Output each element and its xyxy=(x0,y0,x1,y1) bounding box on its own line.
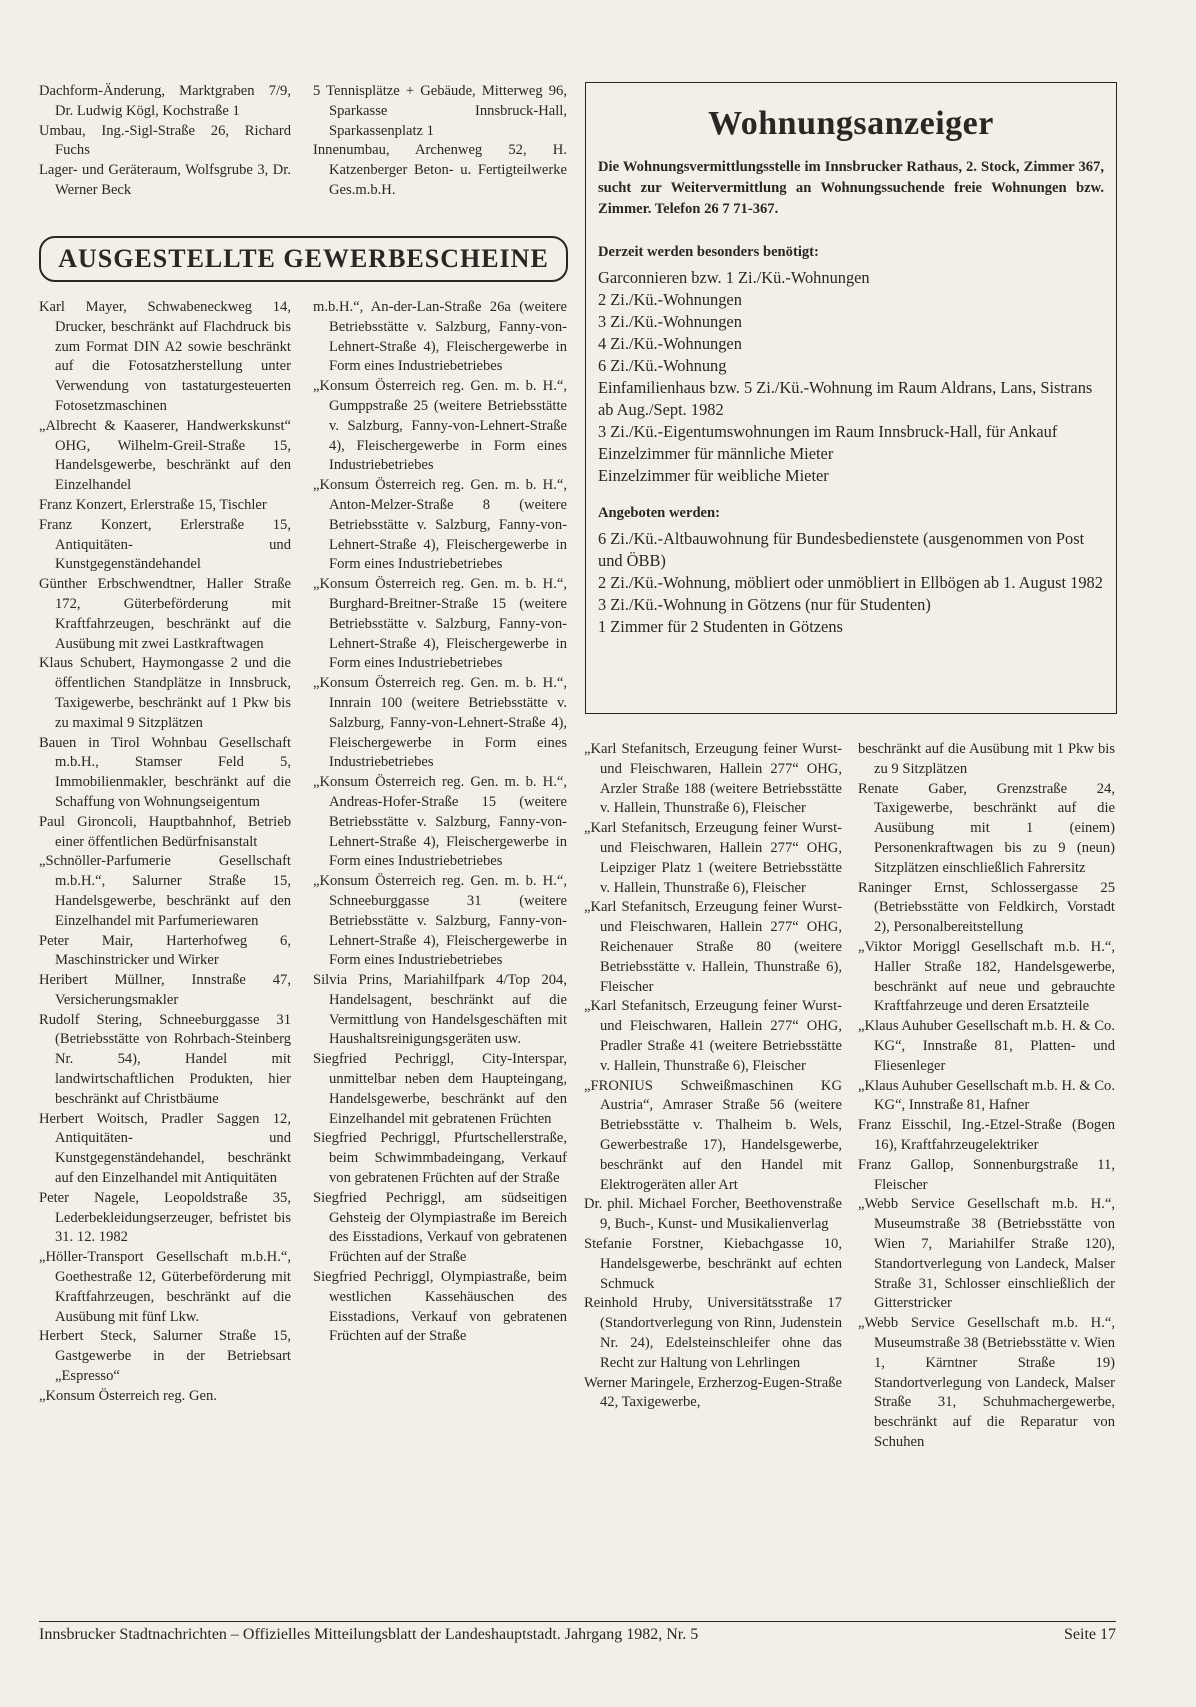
list-entry: Franz Eisschil, Ing.-Etzel-Straße (Bogen 16), Kraftfahrzeugelektriker xyxy=(858,1117,1115,1153)
housing-list-item: 3 Zi./Kü.-Wohnungen xyxy=(598,312,742,331)
list-entry: „Webb Service Gesellschaft m.b. H.“, Museumstraße 38 (Betriebsstätte von Wien 7, Mariahilfer Straße 120), Standortverlegung von Landeck, Malser Straße 31, Schlosser einschließlich der Gitterstricker xyxy=(858,1196,1115,1312)
list-entry: Paul Gironcoli, Hauptbahnhof, Betrieb einer öffentlichen Bedürfnisanstalt xyxy=(39,813,291,850)
list-entry: Franz Konzert, Erlerstraße 15, Antiquitäten- und Kunstgegenständehandel xyxy=(39,516,291,573)
trade-licenses-column-1 xyxy=(39,298,291,1407)
list-entry: „Klaus Auhuber Gesellschaft m.b. H. & Co. KG“, Innstraße 81, Platten- und Fliesenleger xyxy=(858,1018,1115,1074)
list-entry: Renate Gaber, Grenzstraße 24, Taxigewerbe, beschränkt auf die Ausübung mit 1 (einem) Personenkraftwagen bis zu 9 (neun) Sitzplätzen einschließlich Fahrersitz xyxy=(858,780,1115,876)
list-entry: Reinhold Hruby, Universitätsstraße 17 (Standortverlegung von Rinn, Judenstein Nr. 24), Edelsteinschleifer ohne das Recht zur Haltung von Lehrlingen xyxy=(584,1295,842,1371)
housing-list-item: Garconnieren bzw. 1 Zi./Kü.-Wohnungen xyxy=(598,268,870,287)
list-entry: Silvia Prins, Mariahilfpark 4/Top 204, Handelsagent, beschränkt auf die Vermittlung von Handelsgeschäften mit Haushaltsreinigungsgeräten usw. xyxy=(313,972,567,1048)
list-entry: Rudolf Stering, Schneeburggasse 31 (Betriebsstätte von Rohrbach-Steinberg Nr. 54), Handel mit landwirtschaftlichen Produkten, hier beschränkt auf Christbäume xyxy=(39,1011,291,1107)
list-entry: „Konsum Österreich reg. Gen. xyxy=(39,1387,217,1404)
list-entry: Franz Konzert, Erlerstraße 15, Tischler xyxy=(39,496,267,513)
list-entry: m.b.H.“, An-der-Lan-Straße 26a (weitere Betriebsstätte v. Salzburg, Fanny-von-Lehnert-Straße 4), Fleischergewerbe in Form eines Industriebetriebes xyxy=(313,299,567,375)
housing-list-item: 2 Zi./Kü.-Wohnungen xyxy=(598,290,742,309)
list-entry: Günther Erbschwendtner, Haller Straße 172, Güterbeförderung mit Kraftfahrzeugen, beschränkt auf die Ausübung mit zwei Lastkraftwagen xyxy=(39,576,291,652)
list-entry: „Karl Stefanitsch, Erzeugung feiner Wurst- und Fleischwaren, Hallein 277“ OHG, Pradler Straße 41 (weitere Betriebsstätte v. Hallein, Thunstraße 6), Fleischer xyxy=(584,998,842,1074)
list-entry: Dr. phil. Michael Forcher, Beethovenstraße 9, Buch-, Kunst- und Musikalienverlag xyxy=(584,1196,842,1233)
housing-list-item: 1 Zimmer für 2 Studenten in Götzens xyxy=(598,617,843,636)
list-entry: „Höller-Transport Gesellschaft m.b.H.“, Goethestraße 12, Güterbeförderung mit Kraftfahrzeugen, beschränkt auf die Ausübung mit fünf Lkw. xyxy=(39,1249,291,1325)
list-entry: Peter Mair, Harterhofweg 6, Maschinstricker und Wirker xyxy=(39,932,291,969)
trade-licenses-column-2 xyxy=(313,298,567,1347)
list-entry: „Konsum Österreich reg. Gen. m. b. H.“, Anton-Melzer-Straße 8 (weitere Betriebsstätte v. Salzburg, Fanny-von-Lehnert-Straße 4), Fleischergewerbe in Form eines Industriebetriebes xyxy=(313,477,567,573)
page-footer xyxy=(39,1621,1116,1644)
needed-heading: Derzeit werden besonders benötigt: xyxy=(598,244,819,260)
list-entry: „Konsum Österreich reg. Gen. m. b. H.“, Schneeburggasse 31 (weitere Betriebsstätte v. Salzburg, Fanny-von-Lehnert-Straße 4), Fleischergewerbe in Form eines Industriebetriebes xyxy=(313,873,567,969)
list-entry: Lager- und Geräteraum, Wolfsgrube 3, Dr. Werner Beck xyxy=(39,162,291,198)
list-entry: Bauen in Tirol Wohnbau Gesellschaft m.b.H., Stamser Feld 5, Immobilienmakler, beschränkt auf die Schaffung von Wohnungseigentum xyxy=(39,734,291,810)
list-entry: „Viktor Moriggl Gesellschaft m.b. H.“, Haller Straße 182, Handelsgewerbe, beschränkt auf neue und gebrauchte Kraftfahrzeuge und deren Ersatzteile xyxy=(858,938,1115,1015)
list-entry: „Karl Stefanitsch, Erzeugung feiner Wurst- und Fleischwaren, Hallein 277“ OHG, Arzler Straße 188 (weitere Betriebsstätte v. Hallein, Thunstraße 6), Fleischer xyxy=(584,741,842,817)
housing-list-item: 4 Zi./Kü.-Wohnungen xyxy=(598,334,742,353)
list-entry: „Konsum Österreich reg. Gen. m. b. H.“, Andreas-Hofer-Straße 15 (weitere Betriebsstätte v. Salzburg, Fanny-von-Lehnert-Straße 4), Fleischergewerbe in Form eines Industriebetriebes xyxy=(313,774,567,870)
list-entry: „Konsum Österreich reg. Gen. m. b. H.“, Gumppstraße 25 (weitere Betriebsstätte v. Salzburg, Fanny-von-Lehnert-Straße 4), Fleischergewerbe in Form eines Industriebetriebes xyxy=(313,378,567,474)
publication-line: Innsbrucker Stadtnachrichten – Offizielles Mitteilungsblatt der Landeshauptstadt. Jahrgang 1982, Nr. 5 xyxy=(39,1626,699,1643)
offered-heading: Angeboten werden: xyxy=(598,505,721,521)
list-entry: „Schnöller-Parfumerie Gesellschaft m.b.H.“, Salurner Straße 15, Handelsgewerbe, beschränkt auf den Einzelhandel mit Parfumeriewaren xyxy=(39,853,291,929)
list-entry: Siegfried Pechriggl, Olympiastraße, beim westlichen Kassehäuschen des Eisstadions, Verkauf von gebratenen Früchten auf der Straße xyxy=(313,1269,567,1345)
building-permits-column-2 xyxy=(313,82,567,201)
housing-list-item: 6 Zi./Kü.-Wohnung xyxy=(598,356,727,375)
trade-licenses-column-3 xyxy=(584,740,842,1413)
list-entry: „Karl Stefanitsch, Erzeugung feiner Wurst- und Fleischwaren, Hallein 277“ OHG, Reichenauer Straße 80 (weitere Betriebsstätte v. Hallein, Thunstraße 6), Fleischer xyxy=(584,899,842,995)
list-entry: Heribert Müllner, Innstraße 47, Versicherungsmakler xyxy=(39,972,291,1008)
list-entry: 5 Tennisplätze + Gebäude, Mitterweg 96, Sparkasse Innsbruck-Hall, Sparkassenplatz 1 xyxy=(313,83,567,139)
list-entry: Herbert Woitsch, Pradler Saggen 12, Antiquitäten- und Kunstgegenständehandel, beschränkt auf den Einzelhandel mit Antiquitäten xyxy=(39,1110,291,1187)
list-entry: „Klaus Auhuber Gesellschaft m.b. H. & Co. KG“, Innstraße 81, Hafner xyxy=(858,1077,1115,1114)
list-entry: Siegfried Pechriggl, Pfurtschellerstraße, beim Schwimmbadeingang, Verkauf von gebratenen Früchten auf der Straße xyxy=(313,1130,567,1187)
list-entry: Klaus Schubert, Haymongasse 2 und die öffentlichen Standplätze in Innsbruck, Taxigewerbe, beschränkt auf 1 Pkw bis zu maximal 9 Sitzplätzen xyxy=(39,655,291,731)
list-entry: Innenumbau, Archenweg 52, H. Katzenberger Beton- u. Fertigteilwerke Ges.m.b.H. xyxy=(313,142,567,198)
list-entry: „Karl Stefanitsch, Erzeugung feiner Wurst- und Fleischwaren, Hallein 277“ OHG, Leipziger Platz 1 (weitere Betriebsstätte v. Hallein, Thunstraße 6), Fleischer xyxy=(584,820,842,896)
list-entry: Karl Mayer, Schwabeneckweg 14, Drucker, beschränkt auf Flachdruck bis zum Format DIN A2 sowie beschränkt auf die Fotosatzherstellung unter Verwendung von tastaturgesteuerten Fotosetzmaschinen xyxy=(39,299,291,414)
section-heading-box xyxy=(39,236,568,282)
list-entry: Umbau, Ing.-Sigl-Straße 26, Richard Fuchs xyxy=(39,122,291,159)
housing-list-item: 3 Zi./Kü.-Eigentumswohnungen im Raum Innsbruck-Hall, für Ankauf xyxy=(598,422,1058,441)
list-entry: „Konsum Österreich reg. Gen. m. b. H.“, Innrain 100 (weitere Betriebsstätte v. Salzburg, Fanny-von-Lehnert-Straße 4), Fleischergewerbe in Form eines Industriebetriebes xyxy=(313,675,567,771)
offered-list xyxy=(598,528,1104,638)
section-heading: AUSGESTELLTE GEWERBESCHEINE xyxy=(58,244,549,273)
list-entry: Herbert Steck, Salurner Straße 15, Gastgewerbe in der Betriebsart „Espresso“ xyxy=(39,1328,291,1385)
page-number: Seite 17 xyxy=(1064,1626,1116,1643)
list-entry: beschränkt auf die Ausübung mit 1 Pkw bis zu 9 Sitzplätzen xyxy=(858,741,1115,777)
list-entry: „Konsum Österreich reg. Gen. m. b. H.“, Burghard-Breitner-Straße 15 (weitere Betriebsstätte v. Salzburg, Fanny-von-Lehnert-Straße 4), Fleischergewerbe in Form eines Industriebetriebes xyxy=(313,576,567,672)
list-entry: „FRONIUS Schweißmaschinen KG Austria“, Amraser Straße 56 (weitere Betriebsstätte v. Thalheim b. Wels, Gewerbestraße 17), Handelsgewerbe, beschränkt auf den Handel mit Elektrogeräten aller Art xyxy=(584,1077,842,1193)
housing-list-item: 3 Zi./Kü.-Wohnung in Götzens (nur für Studenten) xyxy=(598,595,931,614)
housing-list-item: Einzelzimmer für weibliche Mieter xyxy=(598,466,829,485)
list-entry: Werner Maringele, Erzherzog-Eugen-Straße 42, Taxigewerbe, xyxy=(584,1374,842,1411)
list-entry: Dachform-Änderung, Marktgraben 7/9, Dr. Ludwig Kögl, Kochstraße 1 xyxy=(39,83,291,119)
list-entry: Peter Nagele, Leopoldstraße 35, Lederbekleidungserzeuger, befristet bis 31. 12. 1982 xyxy=(39,1189,291,1246)
trade-licenses-column-4 xyxy=(858,740,1115,1453)
list-entry: „Webb Service Gesellschaft m.b. H.“, Museumstraße 38 (Betriebsstätte v. Wien 1, Kärntner Straße 19) Standortverlegung von Landeck, Malser Straße 31, Schuhmachergewerbe, beschränkt auf die Reparatur von Schuhen xyxy=(858,1315,1115,1450)
list-entry: „Albrecht & Kaaserer, Handwerkskunst“ OHG, Wilhelm-Greil-Straße 15, Handelsgewerbe, beschränkt auf den Einzelhandel xyxy=(39,417,291,494)
list-entry: Raninger Ernst, Schlossergasse 25 (Betriebsstätte von Feldkirch, Vorstadt 2), Personalbereitstellung xyxy=(858,879,1115,936)
needed-list xyxy=(598,267,1104,487)
housing-list-item: 6 Zi./Kü.-Altbauwohnung für Bundesbedienstete (ausgenommen von Post und ÖBB) xyxy=(598,529,1085,570)
list-entry: Franz Gallop, Sonnenburgstraße 11, Fleischer xyxy=(858,1156,1115,1193)
list-entry: Siegfried Pechriggl, City-Interspar, unmittelbar neben dem Haupteingang, Handelsgewerbe, beschränkt auf den Einzelhandel mit gebratenen Früchten xyxy=(313,1051,567,1127)
list-entry: Stefanie Forstner, Kiebachgasse 10, Handelsgewerbe, beschränkt auf echten Schmuck xyxy=(584,1235,842,1292)
housing-ad-box xyxy=(585,82,1117,714)
list-entry: Siegfried Pechriggl, am südseitigen Gehsteig der Olympiastraße im Bereich des Eisstadions, Verkauf von gebratenen Früchten auf der Straße xyxy=(313,1189,567,1266)
housing-ad-title: Wohnungsanzeiger xyxy=(708,105,994,142)
housing-ad-intro: Die Wohnungsvermittlungsstelle im Innsbrucker Rathaus, 2. Stock, Zimmer 367, sucht zur Weitervermittlung an Wohnungssuchende freie Wohnungen bzw. Zimmer. Telefon 26 7 71-367. xyxy=(598,159,1104,217)
housing-list-item: 2 Zi./Kü.-Wohnung, möbliert oder unmöbliert in Ellbögen ab 1. August 1982 xyxy=(598,573,1103,592)
housing-list-item: Einzelzimmer für männliche Mieter xyxy=(598,444,834,463)
building-permits-column-1 xyxy=(39,82,291,201)
housing-list-item: Einfamilienhaus bzw. 5 Zi./Kü.-Wohnung im Raum Aldrans, Lans, Sistrans ab Aug./Sept. 1982 xyxy=(598,378,1093,419)
